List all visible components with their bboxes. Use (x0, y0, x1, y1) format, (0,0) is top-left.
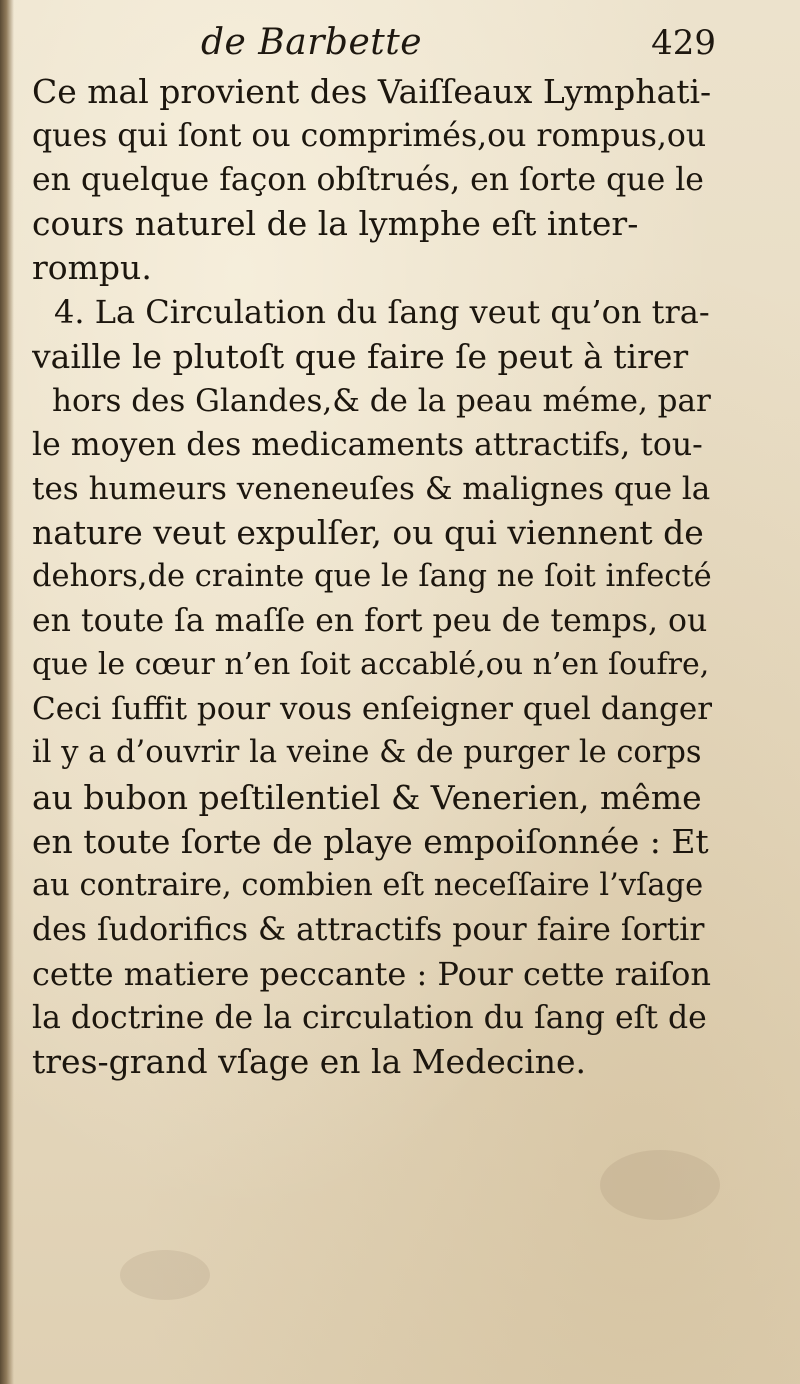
running-head (36, 18, 716, 68)
text-line: cette matiere peccante : Pour cette raiſon (32, 954, 712, 993)
text-line: que le cœur n’en ſoit accablé,ou n’en ſoufre, (32, 647, 710, 683)
text-line: le moyen des medicaments attractifs, tou- (32, 426, 703, 463)
text-line: en toute ſa maſſe en fort peu de temps, ou (32, 603, 708, 640)
text-line: cours naturel de la lymphe eſt inter- (32, 204, 639, 244)
paper-stain (600, 1150, 720, 1220)
body-text (32, 70, 712, 1084)
text-line: rompu. (32, 248, 152, 288)
text-line: la doctrine de la circulation du ſang eſt de (32, 999, 707, 1036)
text-line: Ce mal provient des Vaiſſeaux Lymphati- (32, 72, 712, 111)
text-line: en quelque façon obſtrués, en ſorte que le (32, 162, 704, 199)
text-line: ques qui ſont ou comprimés,ou rompus,ou (32, 118, 707, 155)
paragraph-start-line: 4. La Circulation du ſang veut qu’on tra- (54, 293, 710, 332)
text-line: en toute ſorte de playe empoiſonnée : Et (32, 821, 709, 861)
text-line: dehors,de crainte que le ſang ne ſoit infecté (32, 559, 712, 595)
text-line: vaille le plutoſt que faire ſe peut à tirer (32, 336, 689, 376)
page-binding-edge (0, 0, 14, 1384)
page-number: 429 (651, 23, 716, 63)
text-line: au bubon peſtilentiel & Venerien, même (32, 777, 702, 817)
running-head-title: de Barbette (201, 22, 423, 63)
text-line: nature veut expulſer, ou qui viennent de (32, 512, 704, 552)
text-line: tes humeurs veneneuſes & malignes que la (32, 470, 711, 507)
text-line: hors des Glandes,& de la peau méme, par (52, 382, 711, 419)
text-line: des ſudorifics & attractifs pour faire ſortir (32, 911, 705, 948)
text-line: au contraire, combien eſt neceſſaire l’vſage (32, 867, 704, 903)
text-line: tres-grand vſage en la Medecine. (32, 1042, 587, 1082)
text-line: Ceci ſuffit pour vous enſeigner quel danger (32, 691, 712, 728)
paper-stain (120, 1250, 210, 1300)
text-line: il y a d’ouvrir la veine & de purger le corps (32, 735, 702, 771)
